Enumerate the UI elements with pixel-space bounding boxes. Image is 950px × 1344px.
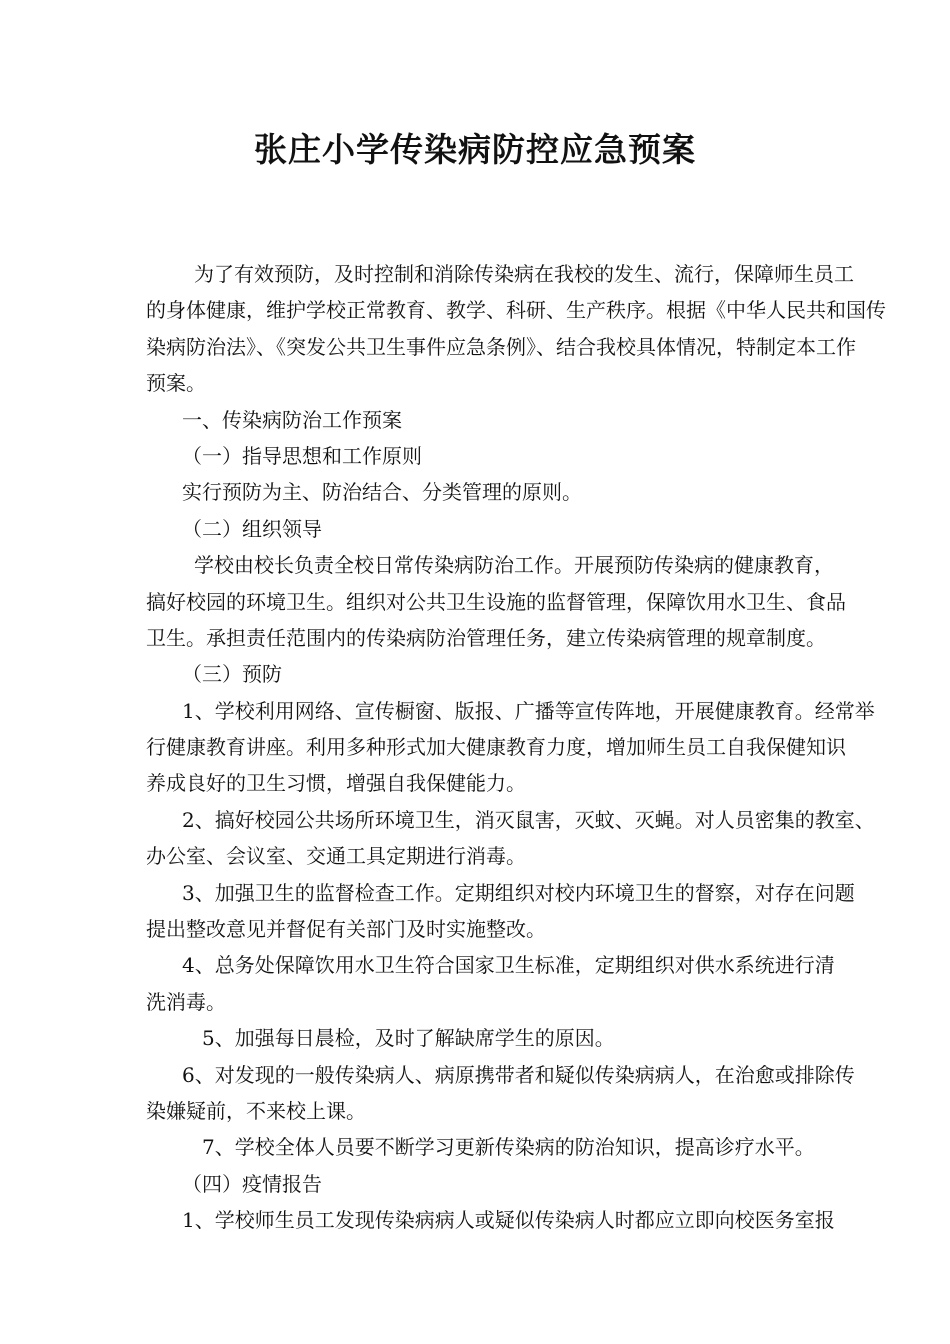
paragraph-line: 预案。 — [146, 371, 206, 396]
document-title: 张庄小学传染病防控应急预案 — [254, 130, 696, 169]
subsection-heading: （二）组织领导 — [182, 516, 322, 541]
list-item-line: 洗消毒。 — [146, 989, 226, 1014]
paragraph-line: 染病防治法》、《突发公共卫生事件应急条例》、结合我校具体情况，特制定本工作 — [146, 334, 856, 359]
list-item-line: 6、对发现的一般传染病人、病原携带者和疑似传染病病人，在治愈或排除传 — [182, 1062, 855, 1087]
paragraph-line: 为了有效预防，及时控制和消除传染病在我校的发生、流行，保障师生员工 — [194, 262, 854, 286]
subsection-heading: （四）疫情报告 — [182, 1171, 322, 1196]
section-heading: 一、传染病防治工作预案 — [182, 407, 402, 432]
paragraph-line: 卫生。承担责任范围内的传染病防治管理任务，建立传染病管理的规章制度。 — [146, 625, 826, 650]
list-item-line: 2、搞好校园公共场所环境卫生，消灭鼠害，灭蚊、灭蝇。对人员密集的教室、 — [182, 807, 875, 832]
list-item-line: 养成良好的卫生习惯，增强自我保健能力。 — [146, 771, 526, 796]
list-item-line: 行健康教育讲座。利用多种形式加大健康教育力度，增加师生员工自我保健知识 — [146, 735, 846, 760]
list-item-line: 3、加强卫生的监督检查工作。定期组织对校内环境卫生的督察，对存在问题 — [182, 880, 855, 905]
list-item-line: 5、加强每日晨检，及时了解缺席学生的原因。 — [202, 1026, 615, 1051]
paragraph-line: 学校由校长负责全校日常传染病防治工作。开展预防传染病的健康教育， — [194, 553, 834, 578]
paragraph-line: 搞好校园的环境卫生。组织对公共卫生设施的监督管理，保障饮用水卫生、食品 — [146, 589, 846, 614]
list-item-line: 提出整改意见并督促有关部门及时实施整改。 — [146, 917, 546, 942]
document-body — [146, 256, 886, 1239]
paragraph-line: 实行预防为主、防治结合、分类管理的原则。 — [182, 480, 582, 505]
subsection-heading: （三）预防 — [182, 662, 282, 687]
paragraph-line: 的身体健康，维护学校正常教育、教学、科研、生产秩序。根据《中华人民共和国传 — [146, 298, 886, 323]
list-item-line: 办公室、会议室、交通工具定期进行消毒。 — [146, 844, 526, 869]
list-item-line: 1、学校师生员工发现传染病病人或疑似传染病人时都应立即向校医务室报 — [182, 1208, 835, 1233]
list-item-line: 4、总务处保障饮用水卫生符合国家卫生标准，定期组织对供水系统进行清 — [182, 953, 835, 978]
list-item-line: 染嫌疑前，不来校上课。 — [146, 1098, 366, 1123]
subsection-heading: （一）指导思想和工作原则 — [182, 443, 422, 468]
list-item-line: 1、学校利用网络、宣传橱窗、版报、广播等宣传阵地，开展健康教育。经常举 — [182, 698, 875, 723]
list-item-line: 7、学校全体人员要不断学习更新传染病的防治知识，提高诊疗水平。 — [202, 1135, 815, 1160]
